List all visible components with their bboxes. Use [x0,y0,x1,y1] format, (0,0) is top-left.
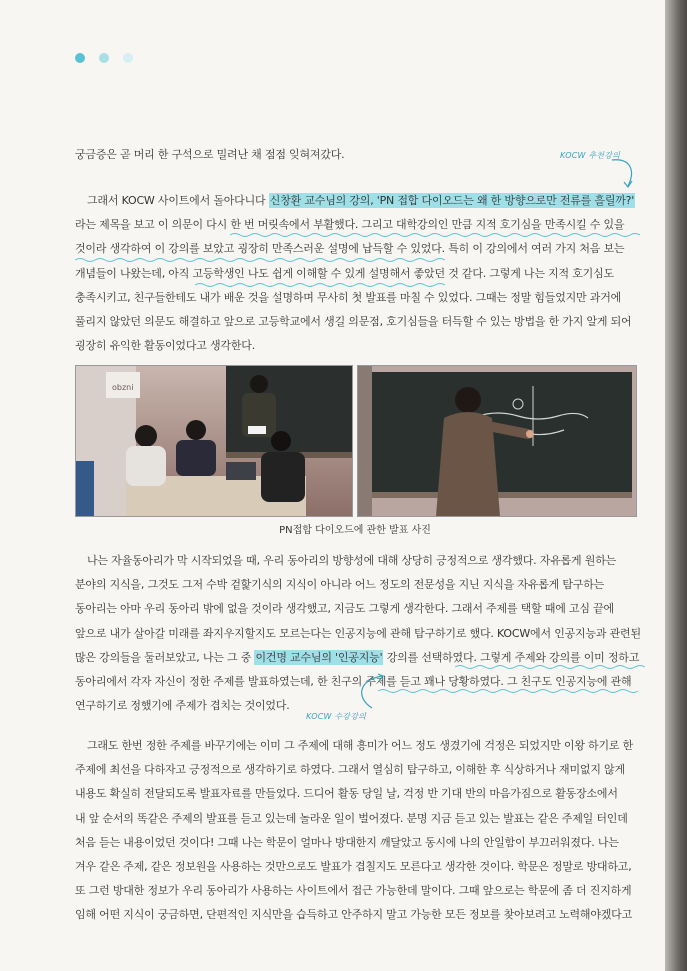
text-line: 충족시키고, 친구들한테도 내가 배운 것을 설명하며 무사히 첫 발표를 마칠 수 있었다. 그때는 정말 힘들었지만 과거에 [75,290,622,304]
photo-presenter-blackboard [357,365,637,517]
wavy-underline-icon [455,664,645,672]
dot-1 [75,53,85,63]
wavy-underline-icon [75,257,445,265]
wavy-underline-icon [195,282,445,290]
text-line: 주제에 최선을 다하자고 긍정적으로 생각하기로 하였다. 그래서 열심히 탐구하고, 이해한 후 식상하거나 재미없지 않게 [75,763,625,777]
text-line: 분야의 지식을, 그것도 그저 수박 겉핥기식의 지식이 아니라 어느 정도의 전문성을 지닌 지식을 자유롭게 탐구하는 [75,578,605,592]
text-line: 연구하기로 정했기에 주제가 겹치는 것이었다. [75,699,290,713]
text-line: 개념들이 나왔는데, 아직 고등학생인 나도 쉽게 이해할 수 있게 설명해서 좋았던 것 같다. 그렇게 나는 지적 호기심도 [75,266,614,280]
wavy-underline-icon [378,688,638,696]
dot-2 [99,53,109,63]
text-line: 라는 제목을 보고 이 의문이 다시 한 번 머릿속에서 부활했다. 그리고 대학강의인 만큼 지적 호기심을 만족시킬 수 있을 [75,218,625,232]
text-line: 앞으로 내가 살아갈 미래를 좌지우지할지도 모르는다는 인공지능에 관해 탐구하기로 했다. KOCW에서 인공지능과 관련된 [75,626,641,640]
text-line: 또 그런 방대한 정보가 우리 동아리가 사용하는 사이트에서 접근 가능한데 말이다. 그때 앞으로는 학문에 좀 더 진지하게 [75,884,632,898]
text-segment: 많은 강의들을 둘러보았고, 나는 그 중 [75,650,255,664]
text-line: 굉장히 유익한 활동이었다고 생각한다. [75,339,256,353]
highlight-lecture-name: 이건명 교수님의 '인공지능' [255,650,383,664]
text-line: 처음 듣는 내용이었던 것이다! 그때 나는 학문이 얼마나 방대한지 깨달았고 동시에 나의 안일함이 부끄러워졌다. 나는 [75,835,619,849]
photo-caption: PN접합 다이오드에 관한 발표 사진 [279,525,431,536]
highlight-lecture-title: 신창환 교수님의 강의, 'PN 접합 다이오드는 왜 한 방향으로만 전류를 흘릴까?' [269,194,635,207]
paragraph-4 [75,734,635,928]
photo-presentation-group [75,365,353,517]
paragraph-2 [75,189,635,358]
text-segment: 그래서 KOCW 사이트에서 돌아다니다 [87,194,269,207]
text-line: 동아리에서 각자 자신이 정한 주제를 발표하였는데, 한 친구의 주제를 듣고 꽤나 당황하였다. 그 친구도 인공지능에 관해 [75,674,632,688]
text-line: 궁금증은 곧 머리 한 구석으로 밀려난 채 점점 잊혀져갔다. [75,148,345,161]
text-line: 그래도 한번 정한 주제를 바꾸기에는 이미 그 주제에 대해 흥미가 어느 정도 생겼기에 걱정은 되었지만 이왕 하기로 한 [87,739,634,752]
text-line: 것이라 생각하여 이 강의를 보았고 굉장히 만족스러운 설명에 납득할 수 있었다. 특히 이 강의에서 여러 가지 처음 보는 [75,242,625,256]
text-line: 임해 어떤 지식이 궁금하면, 단편적인 지식만을 습득하고 안주하지 말고 가능한 모든 정보를 찾아보려고 노력해야겠다고 [75,908,633,922]
margin-note-taken: KOCW 수강강의 [306,712,367,721]
text-line: 겨우 같은 주제, 같은 정보원을 사용하는 것만으로도 발표가 겹칠지도 모른다고 생각한 것이다. 학문은 정말로 방대하고, [75,859,632,873]
book-binding-edge [665,0,687,971]
photo-scene-group [76,366,352,516]
text-line: 내용도 확실히 전달되도록 발표자료를 만들었다. 드디어 활동 당일 날, 걱정 반 기대 반의 마음가짐으로 활동장소에서 [75,787,618,801]
text-line [75,189,635,213]
paragraph-1 [75,143,635,167]
text-line: 풀리지 않았던 의문도 해결하고 앞으로 고등학교에서 생길 의문점, 호기심들을 터득할 수 있는 방법을 한 가지 알게 되어 [75,314,632,328]
curved-arrow-icon [600,156,640,192]
text-line: 동아리는 아마 우리 동아리 밖에 없을 것이라 생각했고, 지금도 그렇게 생각한다. 그래서 주제를 택할 때에 고심 끝에 [75,602,614,616]
curved-arrow-icon [352,672,392,712]
text-line: 나는 자율동아리가 막 시작되었을 때, 우리 동아리의 방향성에 대해 상당히 긍정적으로 생각했다. 자유롭게 원하는 [87,554,617,567]
decorative-dots [75,53,133,63]
dot-3 [123,53,133,63]
margin-note-recommended: KOCW 추천강의 [560,151,621,160]
text-segment: 강의를 선택하였다. 그렇게 주제와 강의를 이미 정하고 [383,650,640,664]
photo-sign-text: obzni [112,383,134,392]
text-line: 내 앞 순서의 똑같은 주제의 발표를 듣고 있는데 놀라운 일이 벌어졌다. 분명 지금 듣고 있는 발표는 같은 주제일 터인데 [75,811,628,825]
photo-scene-blackboard [358,366,636,516]
